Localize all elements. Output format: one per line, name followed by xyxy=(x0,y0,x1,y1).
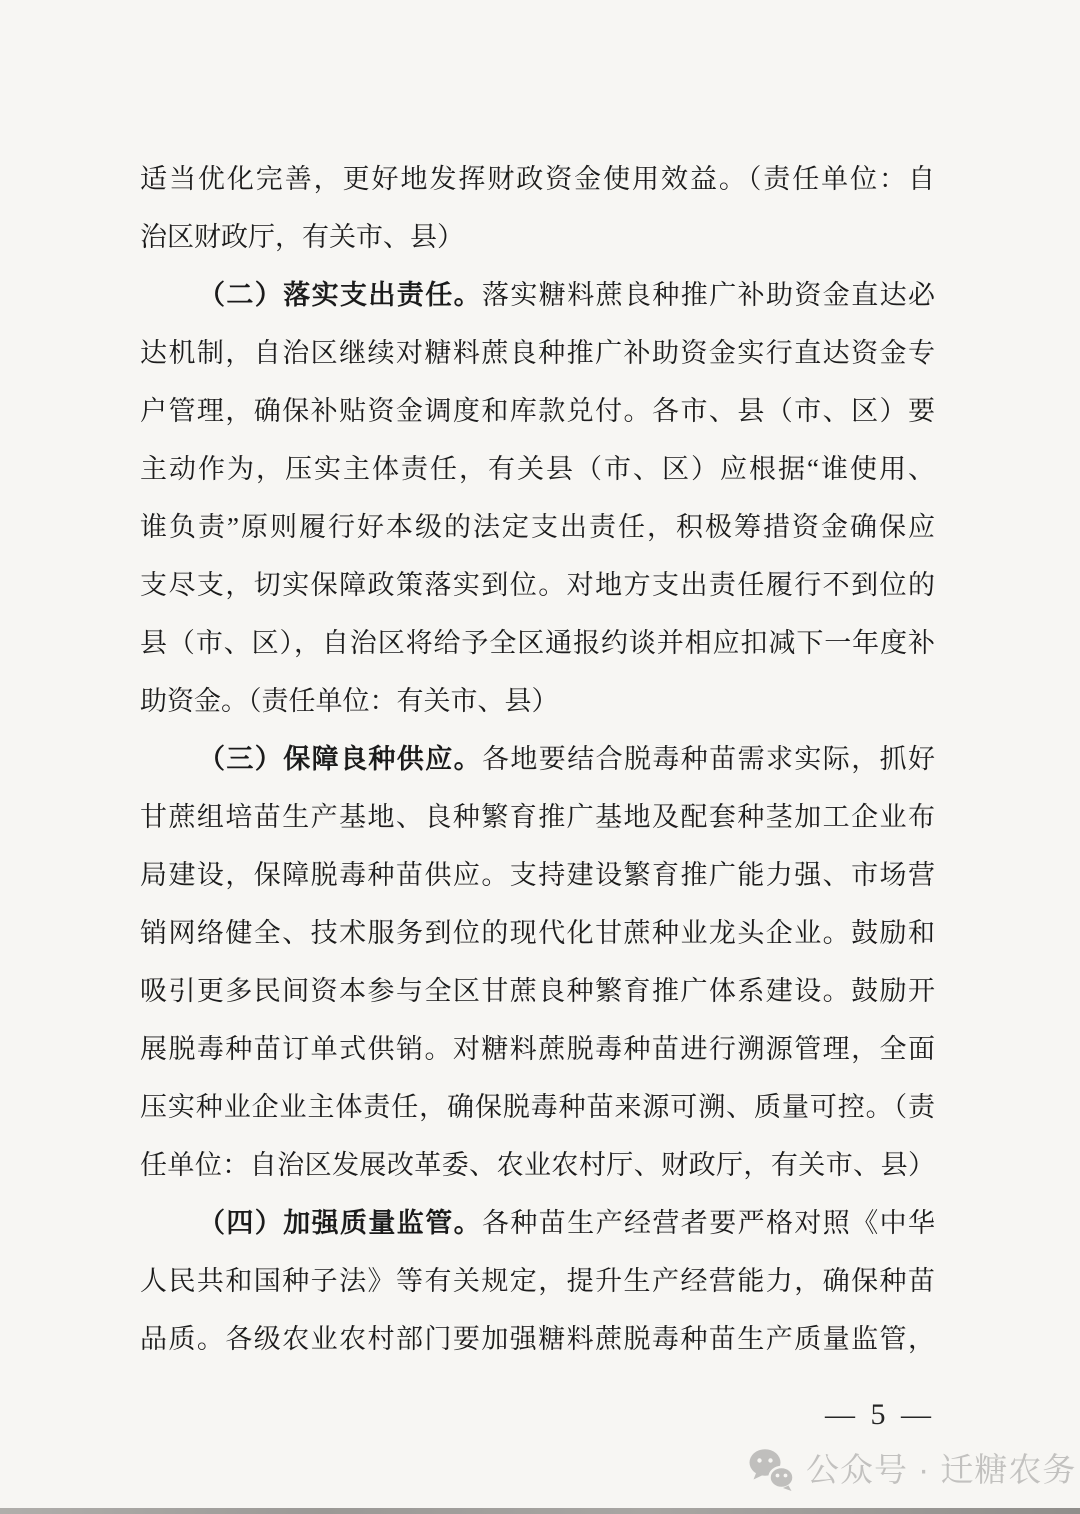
wechat-official-account-icon xyxy=(748,1448,794,1492)
document-body xyxy=(140,150,935,1368)
document-line: 适当优化完善，更好地发挥财政资金使用效益。（责任单位：自 xyxy=(140,164,935,194)
document-line: 户管理，确保补贴资金调度和库款兑付。各市、县（市、区）要 xyxy=(140,396,935,426)
document-line: 甘蔗组培苗生产基地、良种繁育推广基地及配套种茎加工企业布 xyxy=(140,802,935,832)
document-line: 主动作为，压实主体责任，有关县（市、区）应根据“谁使用、 xyxy=(140,454,935,484)
document-line: 销网络健全、技术服务到位的现代化甘蔗种业龙头企业。鼓励和 xyxy=(140,918,935,948)
document-line: 助资金。（责任单位：有关市、县） xyxy=(140,686,559,716)
paragraph-first-line: （三）保障良种供应。各地要结合脱毒种苗需求实际，抓好 xyxy=(198,744,935,774)
document-line: 治区财政厅，有关市、县） xyxy=(140,222,464,252)
paragraph-first-line: （二）落实支出责任。落实糖料蔗良种推广补助资金直达必 xyxy=(198,280,935,310)
document-line: 支尽支，切实保障政策落实到位。对地方支出责任履行不到位的 xyxy=(140,570,935,600)
document-line: 展脱毒种苗订单式供销。对糖料蔗脱毒种苗进行溯源管理，全面 xyxy=(140,1034,935,1064)
section-heading: （四）加强质量监管。 xyxy=(198,1208,482,1238)
section-heading: （二）落实支出责任。 xyxy=(198,280,482,310)
watermark-text: 公众号 · 迁糖农务 xyxy=(806,1451,1077,1488)
document-line: 吸引更多民间资本参与全区甘蔗良种繁育推广体系建设。鼓励开 xyxy=(140,976,935,1006)
document-line: 谁负责”原则履行好本级的法定支出责任，积极筹措资金确保应 xyxy=(140,512,935,542)
document-line: 县（市、区），自治区将给予全区通报约谈并相应扣减下一年度补 xyxy=(140,628,935,658)
document-line: 人民共和国种子法》等有关规定，提升生产经营能力，确保种苗 xyxy=(140,1266,935,1296)
document-line: 压实种业企业主体责任，确保脱毒种苗来源可溯、质量可控。（责 xyxy=(140,1092,935,1122)
scan-bottom-edge xyxy=(0,1508,1080,1514)
document-line: 局建设，保障脱毒种苗供应。支持建设繁育推广能力强、市场营 xyxy=(140,860,935,890)
section-heading: （三）保障良种供应。 xyxy=(198,744,482,774)
page-number: — 5 — xyxy=(825,1398,935,1431)
document-line: 达机制，自治区继续对糖料蔗良种推广补助资金实行直达资金专 xyxy=(140,338,935,368)
watermark xyxy=(748,1448,1076,1492)
paragraph-first-line: （四）加强质量监管。各种苗生产经营者要严格对照《中华 xyxy=(198,1208,935,1238)
document-line: 品质。各级农业农村部门要加强糖料蔗脱毒种苗生产质量监管， xyxy=(140,1324,935,1354)
document-line: 任单位：自治区发展改革委、农业农村厅、财政厅，有关市、县） xyxy=(140,1150,935,1180)
